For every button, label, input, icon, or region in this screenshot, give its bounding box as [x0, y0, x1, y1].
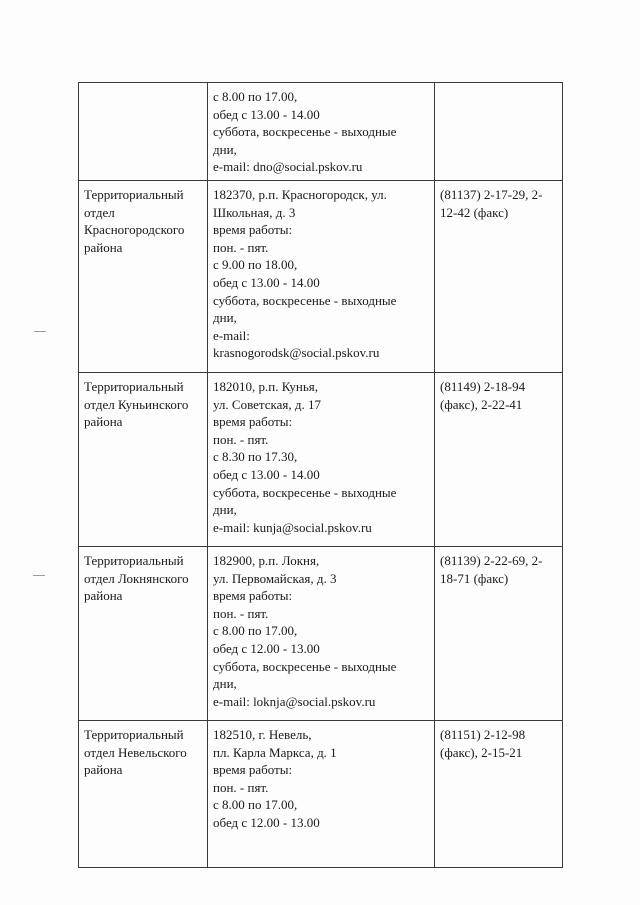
- phone-line: 12-42 (факс): [440, 204, 509, 220]
- phone-cell: [435, 720, 563, 867]
- address-line: ул. Советская, д. 17: [213, 396, 322, 412]
- address-cell: [208, 720, 435, 867]
- office-name-cell: [79, 83, 208, 181]
- office-name-cell: [79, 372, 208, 546]
- address-cell: [208, 372, 435, 546]
- phone-cell: [435, 83, 563, 181]
- address-line: с 9.00 по 18.00,: [213, 257, 298, 273]
- office-name-line: Территориальный: [84, 378, 184, 394]
- phone-cell: [435, 372, 563, 546]
- address-line: пон. - пят.: [213, 239, 269, 255]
- phone-line: (факс), 2-22-41: [440, 396, 523, 412]
- table-row: [79, 720, 563, 867]
- scan-mark: [33, 575, 45, 576]
- address-line: krasnogorodsk@social.pskov.ru: [213, 345, 380, 361]
- address-cell: [208, 546, 435, 720]
- address-line: пон. - пят.: [213, 779, 269, 795]
- address-line: время работы:: [213, 222, 293, 238]
- address-line: суббота, воскресенье - выходные: [213, 292, 397, 308]
- address-line: дни,: [213, 502, 237, 518]
- phone-cell: [435, 180, 563, 372]
- office-name-cell: [79, 180, 208, 372]
- address-line: e-mail: dno@social.pskov.ru: [213, 159, 363, 175]
- table-row: [79, 180, 563, 372]
- office-name-line: Территориальный: [84, 726, 184, 742]
- office-name-cell: [79, 546, 208, 720]
- phone-line: (факс), 2-15-21: [440, 744, 523, 760]
- address-cell: [208, 83, 435, 181]
- address-line: обед с 12.00 - 13.00: [213, 640, 320, 656]
- office-name-line: района: [84, 762, 123, 778]
- address-line: время работы:: [213, 414, 293, 430]
- office-name-line: отдел: [84, 204, 115, 220]
- address-line: ул. Первомайская, д. 3: [213, 570, 337, 586]
- address-line: e-mail:: [213, 327, 250, 343]
- address-line: время работы:: [213, 588, 293, 604]
- office-name-line: Красногородского: [84, 222, 185, 238]
- table-row: [79, 546, 563, 720]
- address-line: с 8.30 по 17.30,: [213, 449, 298, 465]
- address-line: с 8.00 по 17.00,: [213, 797, 298, 813]
- office-name-line: отдел Локнянского: [84, 570, 189, 586]
- address-line: суббота, воскресенье - выходные: [213, 124, 397, 140]
- phone-line: 18-71 (факс): [440, 570, 509, 586]
- office-name-cell: [79, 720, 208, 867]
- address-line: 182510, г. Невель,: [213, 726, 312, 742]
- address-line: e-mail: kunja@social.pskov.ru: [213, 519, 372, 535]
- office-name-line: района: [84, 239, 123, 255]
- contacts-table-body: [79, 83, 563, 868]
- address-line: дни,: [213, 676, 237, 692]
- office-name-line: Территориальный: [84, 552, 184, 568]
- address-line: обед с 12.00 - 13.00: [213, 814, 320, 830]
- phone-line: (81151) 2-12-98: [440, 726, 526, 742]
- address-line: пон. - пят.: [213, 431, 269, 447]
- address-line: дни,: [213, 310, 237, 326]
- address-line: с 8.00 по 17.00,: [213, 89, 298, 104]
- address-line: пон. - пят.: [213, 605, 269, 621]
- address-line: обед с 13.00 - 14.00: [213, 466, 320, 482]
- phone-line: (81139) 2-22-69, 2-: [440, 552, 543, 568]
- address-line: e-mail: loknja@social.pskov.ru: [213, 693, 376, 709]
- address-line: Школьная, д. 3: [213, 204, 296, 220]
- address-line: дни,: [213, 141, 237, 157]
- address-line: 182900, р.п. Локня,: [213, 552, 320, 568]
- phone-cell: [435, 546, 563, 720]
- office-name-line: района: [84, 414, 123, 430]
- address-line: пл. Карла Маркса, д. 1: [213, 744, 337, 760]
- contacts-table: [78, 82, 563, 868]
- address-line: суббота, воскресенье - выходные: [213, 484, 397, 500]
- office-name-line: Территориальный: [84, 186, 184, 202]
- phone-line: (81137) 2-17-29, 2-: [440, 186, 543, 202]
- table-row: [79, 83, 563, 181]
- address-line: суббота, воскресенье - выходные: [213, 658, 397, 674]
- address-line: 182010, р.п. Кунья,: [213, 378, 319, 394]
- address-line: с 8.00 по 17.00,: [213, 623, 298, 639]
- office-name-line: отдел Невельского: [84, 744, 187, 760]
- office-name-line: отдел Куньинского: [84, 396, 189, 412]
- table-row: [79, 372, 563, 546]
- address-line: 182370, р.п. Красногородск, ул.: [213, 186, 387, 202]
- address-cell: [208, 180, 435, 372]
- scan-mark: [34, 331, 46, 332]
- address-line: обед с 13.00 - 14.00: [213, 274, 320, 290]
- address-line: обед с 13.00 - 14.00: [213, 106, 320, 122]
- phone-line: (81149) 2-18-94: [440, 378, 526, 394]
- address-line: время работы:: [213, 762, 293, 778]
- office-name-line: района: [84, 588, 123, 604]
